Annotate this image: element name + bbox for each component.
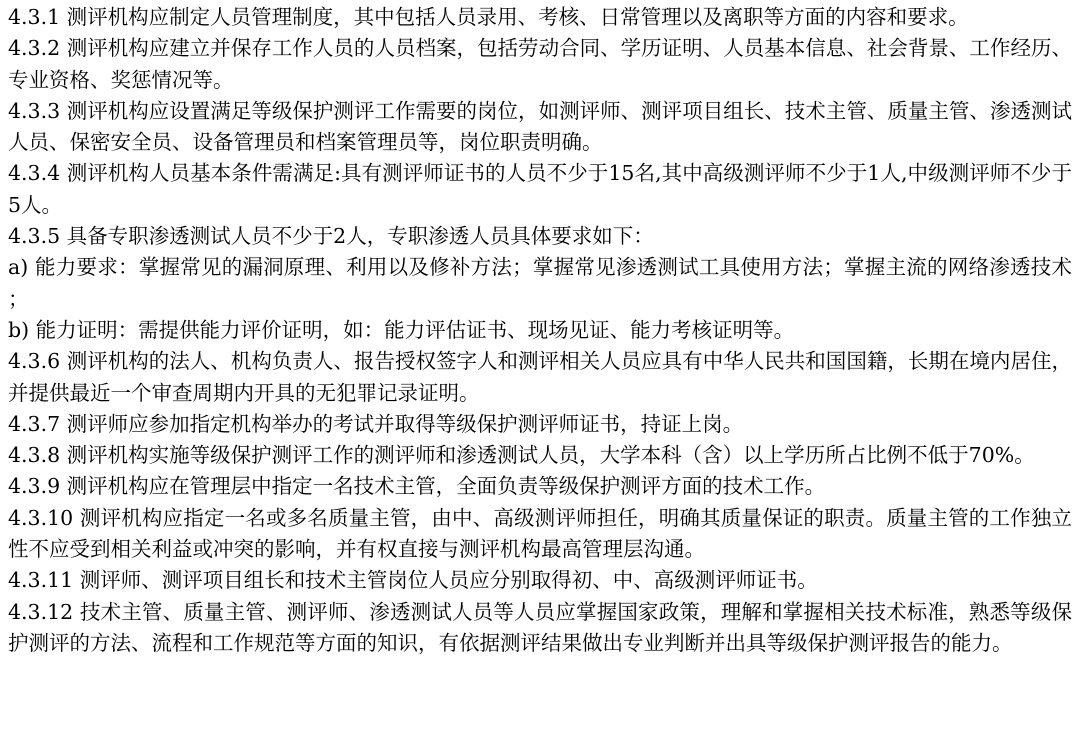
clause-4-3-10: 4.3.10 测评机构应指定一名或多名质量主管，由中、高级测评师担任，明确其质量保证的职责。质量主管的工作独立性不应受到相关利益或冲突的影响，并有权直接与测评机构最高管理层沟通。	[8, 505, 1072, 562]
clause-4-3-9: 4.3.9 测评机构应在管理层中指定一名技术主管，全面负责等级保护测评方面的技术工作。	[8, 474, 826, 499]
clause-4-3-8: 4.3.8 测评机构实施等级保护测评工作的测评师和渗透测试人员，大学本科（含）以上学历所占比例不低于70%。	[8, 443, 1035, 468]
clause-4-3-12: 4.3.12 技术主管、质量主管、测评师、渗透测试人员等人员应掌握国家政策，理解和掌握相关技术标准，熟悉等级保护测评的方法、流程和工作规范等方面的知识，有依据测评结果做出专业判断并出具等级保护测评报告的能力。	[8, 599, 1072, 655]
clause-4-3-7: 4.3.7 测评师应参加指定机构举办的考试并取得等级保护测评师证书，持证上岗。	[8, 411, 744, 436]
clause-4-3-11: 4.3.11 测评师、测评项目组长和技术主管岗位人员应分别取得初、中、高级测评师证书。	[8, 568, 818, 593]
clause-4-3-5-item-a: a) 能力要求：掌握常见的漏洞原理、利用以及修补方法；掌握常见渗透测试工具使用方法；掌握主流的网络渗透技术；	[8, 255, 1072, 311]
clause-4-3-6: 4.3.6 测评机构的法人、机构负责人、报告授权签字人和测评相关人员应具有中华人民共和国国籍，长期在境内居住，并提供最近一个审查周期内开具的无犯罪记录证明。	[8, 349, 1072, 405]
clause-4-3-5-item-b: b) 能力证明：需提供能力评价证明，如：能力评估证书、现场见证、能力考核证明等。	[8, 317, 795, 342]
clause-4-3-5: 4.3.5 具备专职渗透测试人员不少于2人，专职渗透人员具体要求如下：	[8, 224, 654, 249]
clause-4-3-1: 4.3.1 测评机构应制定人员管理制度，其中包括人员录用、考核、日常管理以及离职等方面的内容和要求。	[8, 5, 969, 29]
clause-4-3-4: 4.3.4 测评机构人员基本条件需满足:具有测评师证书的人员不少于15名,其中高级测评师不少于1人,中级测评师不少于5人。	[8, 161, 1072, 217]
clause-4-3-2: 4.3.2 测评机构应建立并保存工作人员的人员档案，包括劳动合同、学历证明、人员基本信息、社会背景、工作经历、专业资格、奖惩情况等。	[8, 36, 1072, 92]
clause-4-3-3: 4.3.3 测评机构应设置满足等级保护测评工作需要的岗位，如测评师、测评项目组长、技术主管、质量主管、渗透测试人员、保密安全员、设备管理员和档案管理员等，岗位职责明确。	[8, 98, 1072, 155]
